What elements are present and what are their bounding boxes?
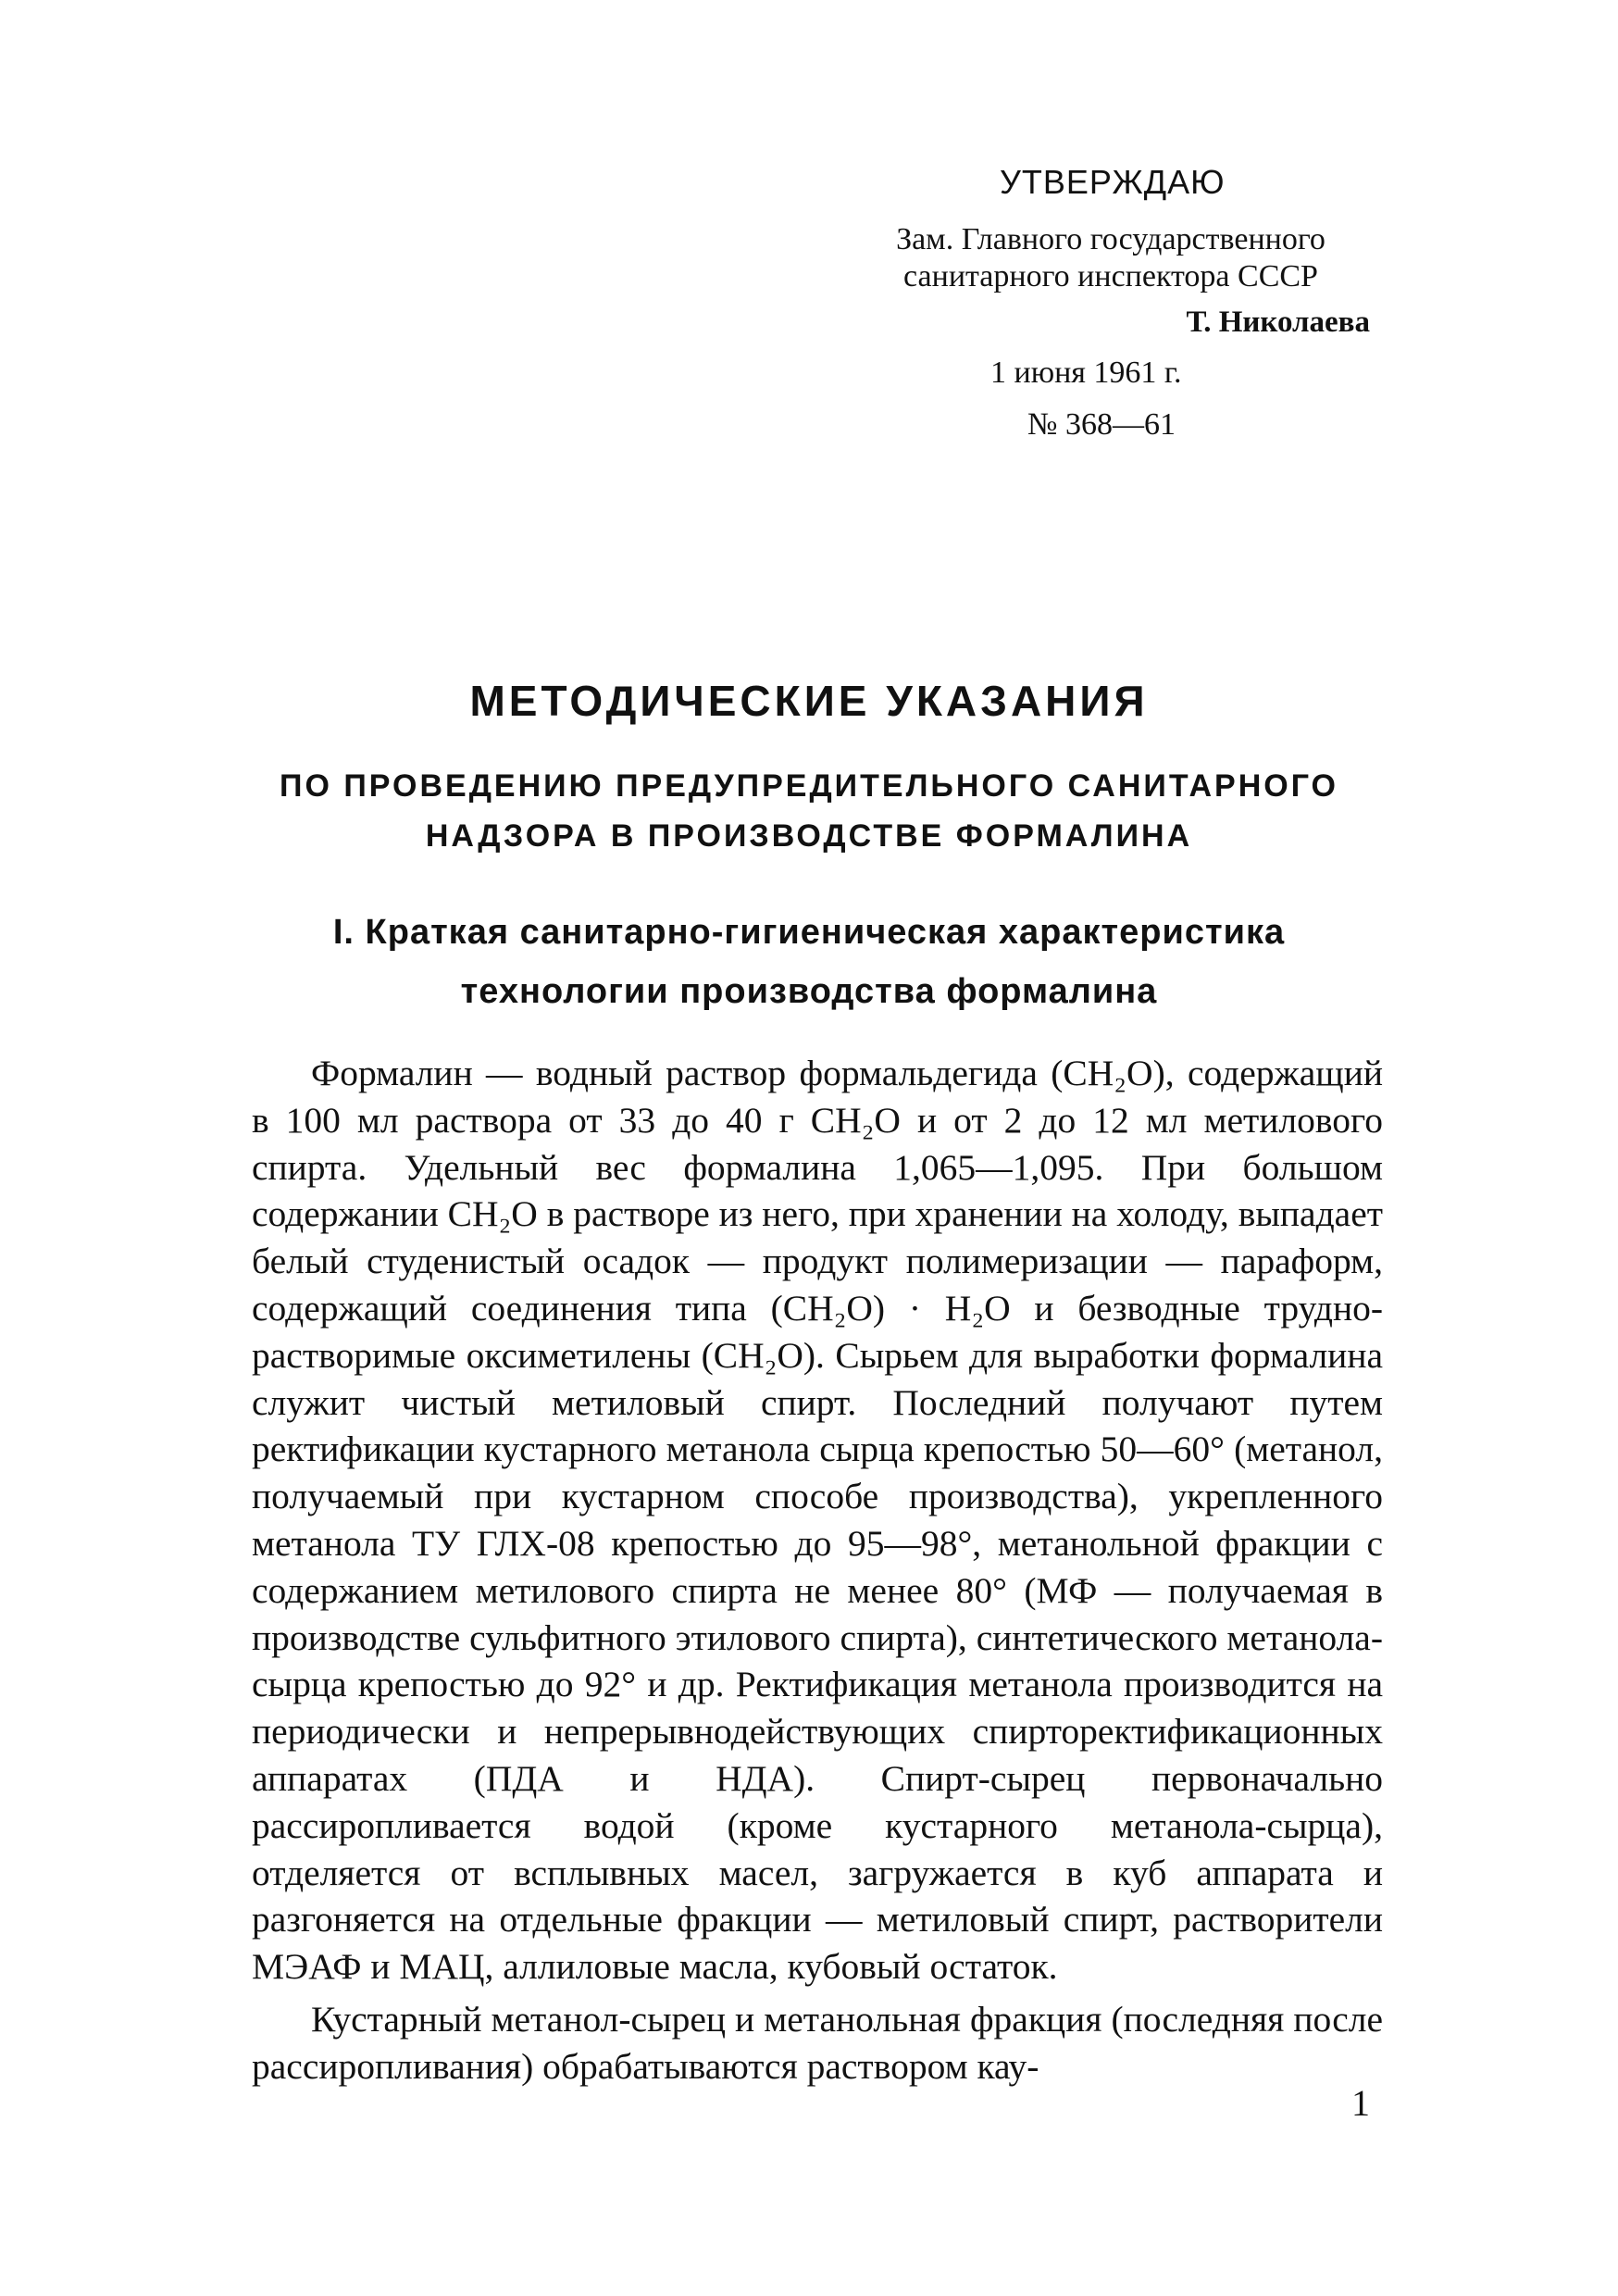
section-heading-line2: технологии производства формалина bbox=[460, 972, 1158, 1011]
approval-heading: УТВЕРЖДАЮ bbox=[1000, 163, 1226, 201]
approval-date: 1 июня 1961 г. bbox=[990, 356, 1182, 390]
approver-position-line1: Зам. Главного государственного bbox=[896, 222, 1326, 256]
section-heading-line1: I. Краткая санитарно-гигиеническая характеристика bbox=[332, 913, 1286, 952]
document-subtitle-line2: НАДЗОРА В ПРОИЗВОДСТВЕ ФОРМАЛИНА bbox=[425, 818, 1193, 854]
page-number: 1 bbox=[1351, 2082, 1370, 2124]
document-title: МЕТОДИЧЕСКИЕ УКАЗАНИЯ bbox=[469, 677, 1149, 725]
body-paragraph: Кустарный метанол-сырец и метанольная фракция (последняя после рассиропливания) обрабатываются раствором кау- bbox=[252, 1998, 1383, 2087]
section-body bbox=[252, 1050, 1383, 2090]
approver-position-line2: санитарного инспектора СССР bbox=[903, 259, 1318, 293]
approver-name: Т. Николаева bbox=[1186, 306, 1370, 339]
body-paragraph: Формалин — водный раствор формальдегида (CH₂O), содержащий в 100 мл раствора от 33 до 40 г CH₂O и от 2 до 12 мл метилового спирта. Удельный вес формалина 1,065—1,095. При большом содержании CH₂O в растворе из него, при хранении на холоду, выпадает белый студенистый осадок — продукт полимеризации — параформ, содержащий соединения типа (CH₂O) · H₂O и безводные труднорастворимые оксиметилены (CH₂O). Сырьем для выработки формалина служит чистый метиловый спирт. Последний получают путем ректификации кустарного метанола сырца крепостью 50—60° (метанол, получаемый при кустарном способе производства), укрепленного метанола ТУ ГЛХ-08 крепостью до 95—98°, метанольной фракции с содержанием метилового спирта не менее 80° (МФ — получаемая в производстве сульфитного этилового спирта), синтетического метанола-сырца крепостью до 92° и др. Ректификация метанола производится на периодически и непрерывнодействующих спирторектификационных аппаратах (ПДА и НДА). Спирт-сырец первоначально рассиропливается водой (кроме кустарного метанола-сырца), отделяется от всплывных масел, загружается в куб аппарата и разгоняется на отдельные фракции — метиловый спирт, растворители МЭАФ и МАЦ, аллиловые масла, кубовый остаток. bbox=[252, 1053, 1383, 1988]
document-subtitle-line1: ПО ПРОВЕДЕНИЮ ПРЕДУПРЕДИТЕЛЬНОГО САНИТАРНОГО bbox=[280, 768, 1338, 804]
approval-number: № 368—61 bbox=[1027, 407, 1176, 442]
